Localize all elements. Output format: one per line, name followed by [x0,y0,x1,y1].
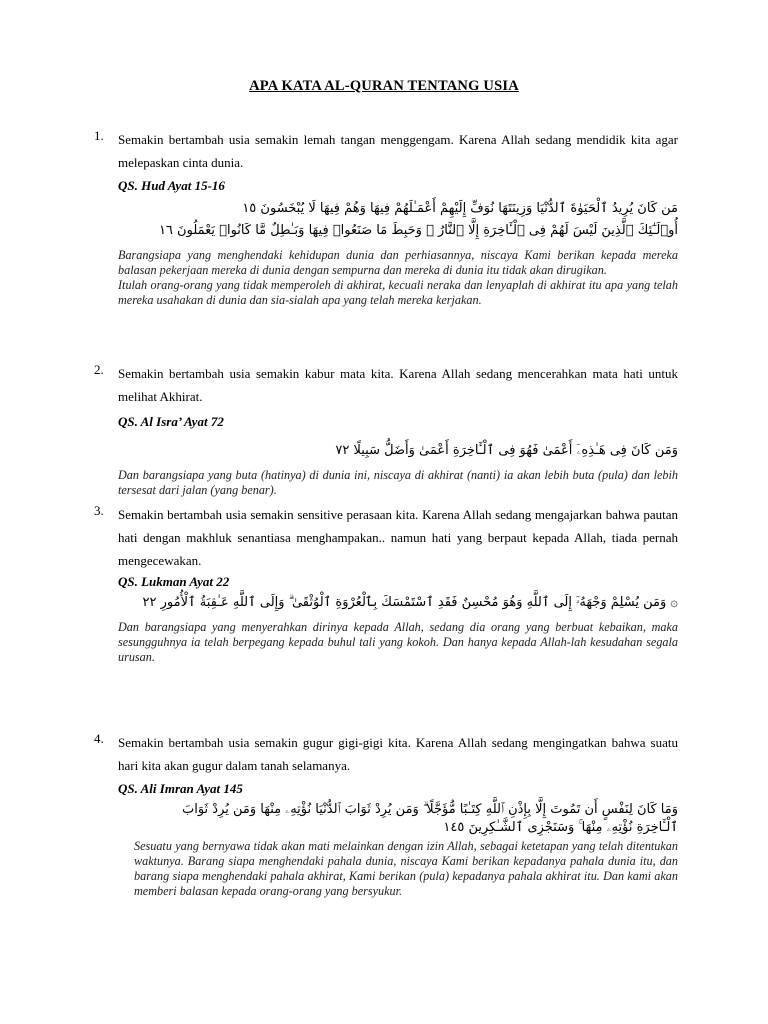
item-text: Semakin bertambah usia semakin sensitive perasaan kita. Karena Allah sedang mengajarkan bahwa pautan hati dengan makhluk senantiasa menghampakan.. namun hati yang berpaut kepada Allah, tiada pernah mengecewakan. [118,507,678,568]
item-number: 2. [94,362,104,377]
list-item-3 [94,503,678,665]
arabic-verse [118,440,678,462]
verse-reference: QS. Hud Ayat 15-16 [118,178,225,193]
arabic-verse [118,801,678,837]
arabic-line: وَمَا كَانَ لِنَفْسٍ أَن تَمُوتَ إِلَّا بِإِذْنِ ٱللَّهِ كِتَـٰبًا مُّؤَجَّلًا ۗ وَمَن يُرِدْ ثَوَابَ ٱلدُّنْيَا نُؤْتِهِۦ مِنْهَا وَمَن يُرِدْ ثَوَابَ [181,802,678,817]
page-title: APA KATA AL-QURAN TENTANG USIA [249,78,519,94]
list-item-2 [94,362,678,498]
translation [134,839,678,899]
item-text: Semakin bertambah usia semakin gugur gigi-gigi kita. Karena Allah sedang mengingatkan bahwa suatu hari kita akan gugur dalam tanah selamanya. [118,735,678,773]
translation-paragraph: Sesuatu yang bernyawa tidak akan mati melainkan dengan izin Allah, sebagai ketetapan yang telah ditentukan waktunya. Barang siapa menghendaki pahala dunia, niscaya Kami berikan kepadanya pahala dunia itu, dan barang siapa menghendaki pahala akhirat, Kami berikan (pula) kepadanya pahala akhirat itu. Dan kami akan memberi balasan kepada orang-orang yang bersyukur. [134,839,678,898]
item-number: 3. [94,503,104,518]
arabic-line: أُو۟لَـٰٓئِكَ ٱلَّذِينَ لَيْسَ لَهُمْ فِى ٱلْـَٔاخِرَةِ إِلَّا ٱلنَّارُ ۖ وَحَبِطَ مَا صَنَعُوا۟ فِيهَا وَبَـٰطِلٌ مَّا كَانُوا۟ يَعْمَلُونَ ١٦ [158,223,678,238]
item-text: Semakin bertambah usia semakin lemah tangan menggengam. Karena Allah sedang mendidik kita agar melepaskan cinta dunia. [118,132,678,170]
translation-paragraph: Barangsiapa yang menghendaki kehidupan dunia dan perhiasannya, niscaya Kami berikan kepada mereka balasan pekerjaan mereka di dunia dengan sempurna dan mereka di dunia itu tidak akan dirugikan. [118,248,678,277]
item-text: Semakin bertambah usia semakin kabur mata kita. Karena Allah sedang mencerahkan mata hati untuk melihat Akhirat. [118,366,678,404]
item-number: 1. [94,128,104,143]
translation [118,620,678,665]
arabic-line: ٱلْـَٔاخِرَةِ نُؤْتِهِۦ مِنْهَا ۚ وَسَنَجْزِى ٱلشَّـٰكِرِينَ ١٤٥ [443,820,678,835]
list-item-4 [94,731,678,899]
arabic-line: ۞ وَمَن يُسْلِمْ وَجْهَهُۥٓ إِلَى ٱللَّهِ وَهُوَ مُحْسِنٌ فَقَدِ ٱسْتَمْسَكَ بِٱلْعُرْوَةِ ٱلْوُثْقَىٰ ۗ وَإِلَى ٱللَّهِ عَـٰقِبَةُ ٱلْأُمُورِ ٢٢ [142,595,678,610]
translation-paragraph: Itulah orang-orang yang tidak memperoleh di akhirat, kecuali neraka dan lenyaplah di akhirat itu apa yang telah mereka usahakan di dunia dan sia-sialah apa yang telah mereka kerjakan. [118,278,678,307]
arabic-verse [118,198,678,242]
translation-paragraph: Dan barangsiapa yang buta (hatinya) di dunia ini, niscaya di akhirat (nanti) ia akan lebih buta (pula) dan lebih tersesat dari jalan (yang benar). [118,468,678,497]
verse-reference: QS. Lukman Ayat 22 [118,574,230,589]
translation-paragraph: Dan barangsiapa yang menyerahkan dirinya kepada Allah, sedang dia orang yang berbuat kebaikan, maka sesungguhnya ia telah berpegang kepada buhul tali yang kokoh. Dan hanya kepada Allah-lah kesudahan segala urusan. [118,620,678,664]
arabic-line: وَمَن كَانَ فِى هَـٰذِهِۦٓ أَعْمَىٰ فَهُوَ فِى ٱلْـَٔاخِرَةِ أَعْمَىٰ وَأَضَلُّ سَبِيلًا ٧٢ [335,443,678,458]
translation [118,248,678,308]
item-number: 4. [94,731,104,746]
arabic-line: مَن كَانَ يُرِيدُ ٱلْحَيَوٰةَ ٱلدُّنْيَا وَزِينَتَهَا نُوَفِّ إِلَيْهِمْ أَعْمَـٰلَهُمْ فِيهَا وَهُمْ فِيهَا لَا يُبْخَسُونَ ١٥ [242,201,678,216]
verse-reference: QS. Ali Imran Ayat 145 [118,781,243,796]
translation [118,468,678,498]
verse-reference: QS. Al Isra’ Ayat 72 [118,414,224,429]
arabic-verse [118,592,678,614]
list-item-1 [94,128,678,308]
